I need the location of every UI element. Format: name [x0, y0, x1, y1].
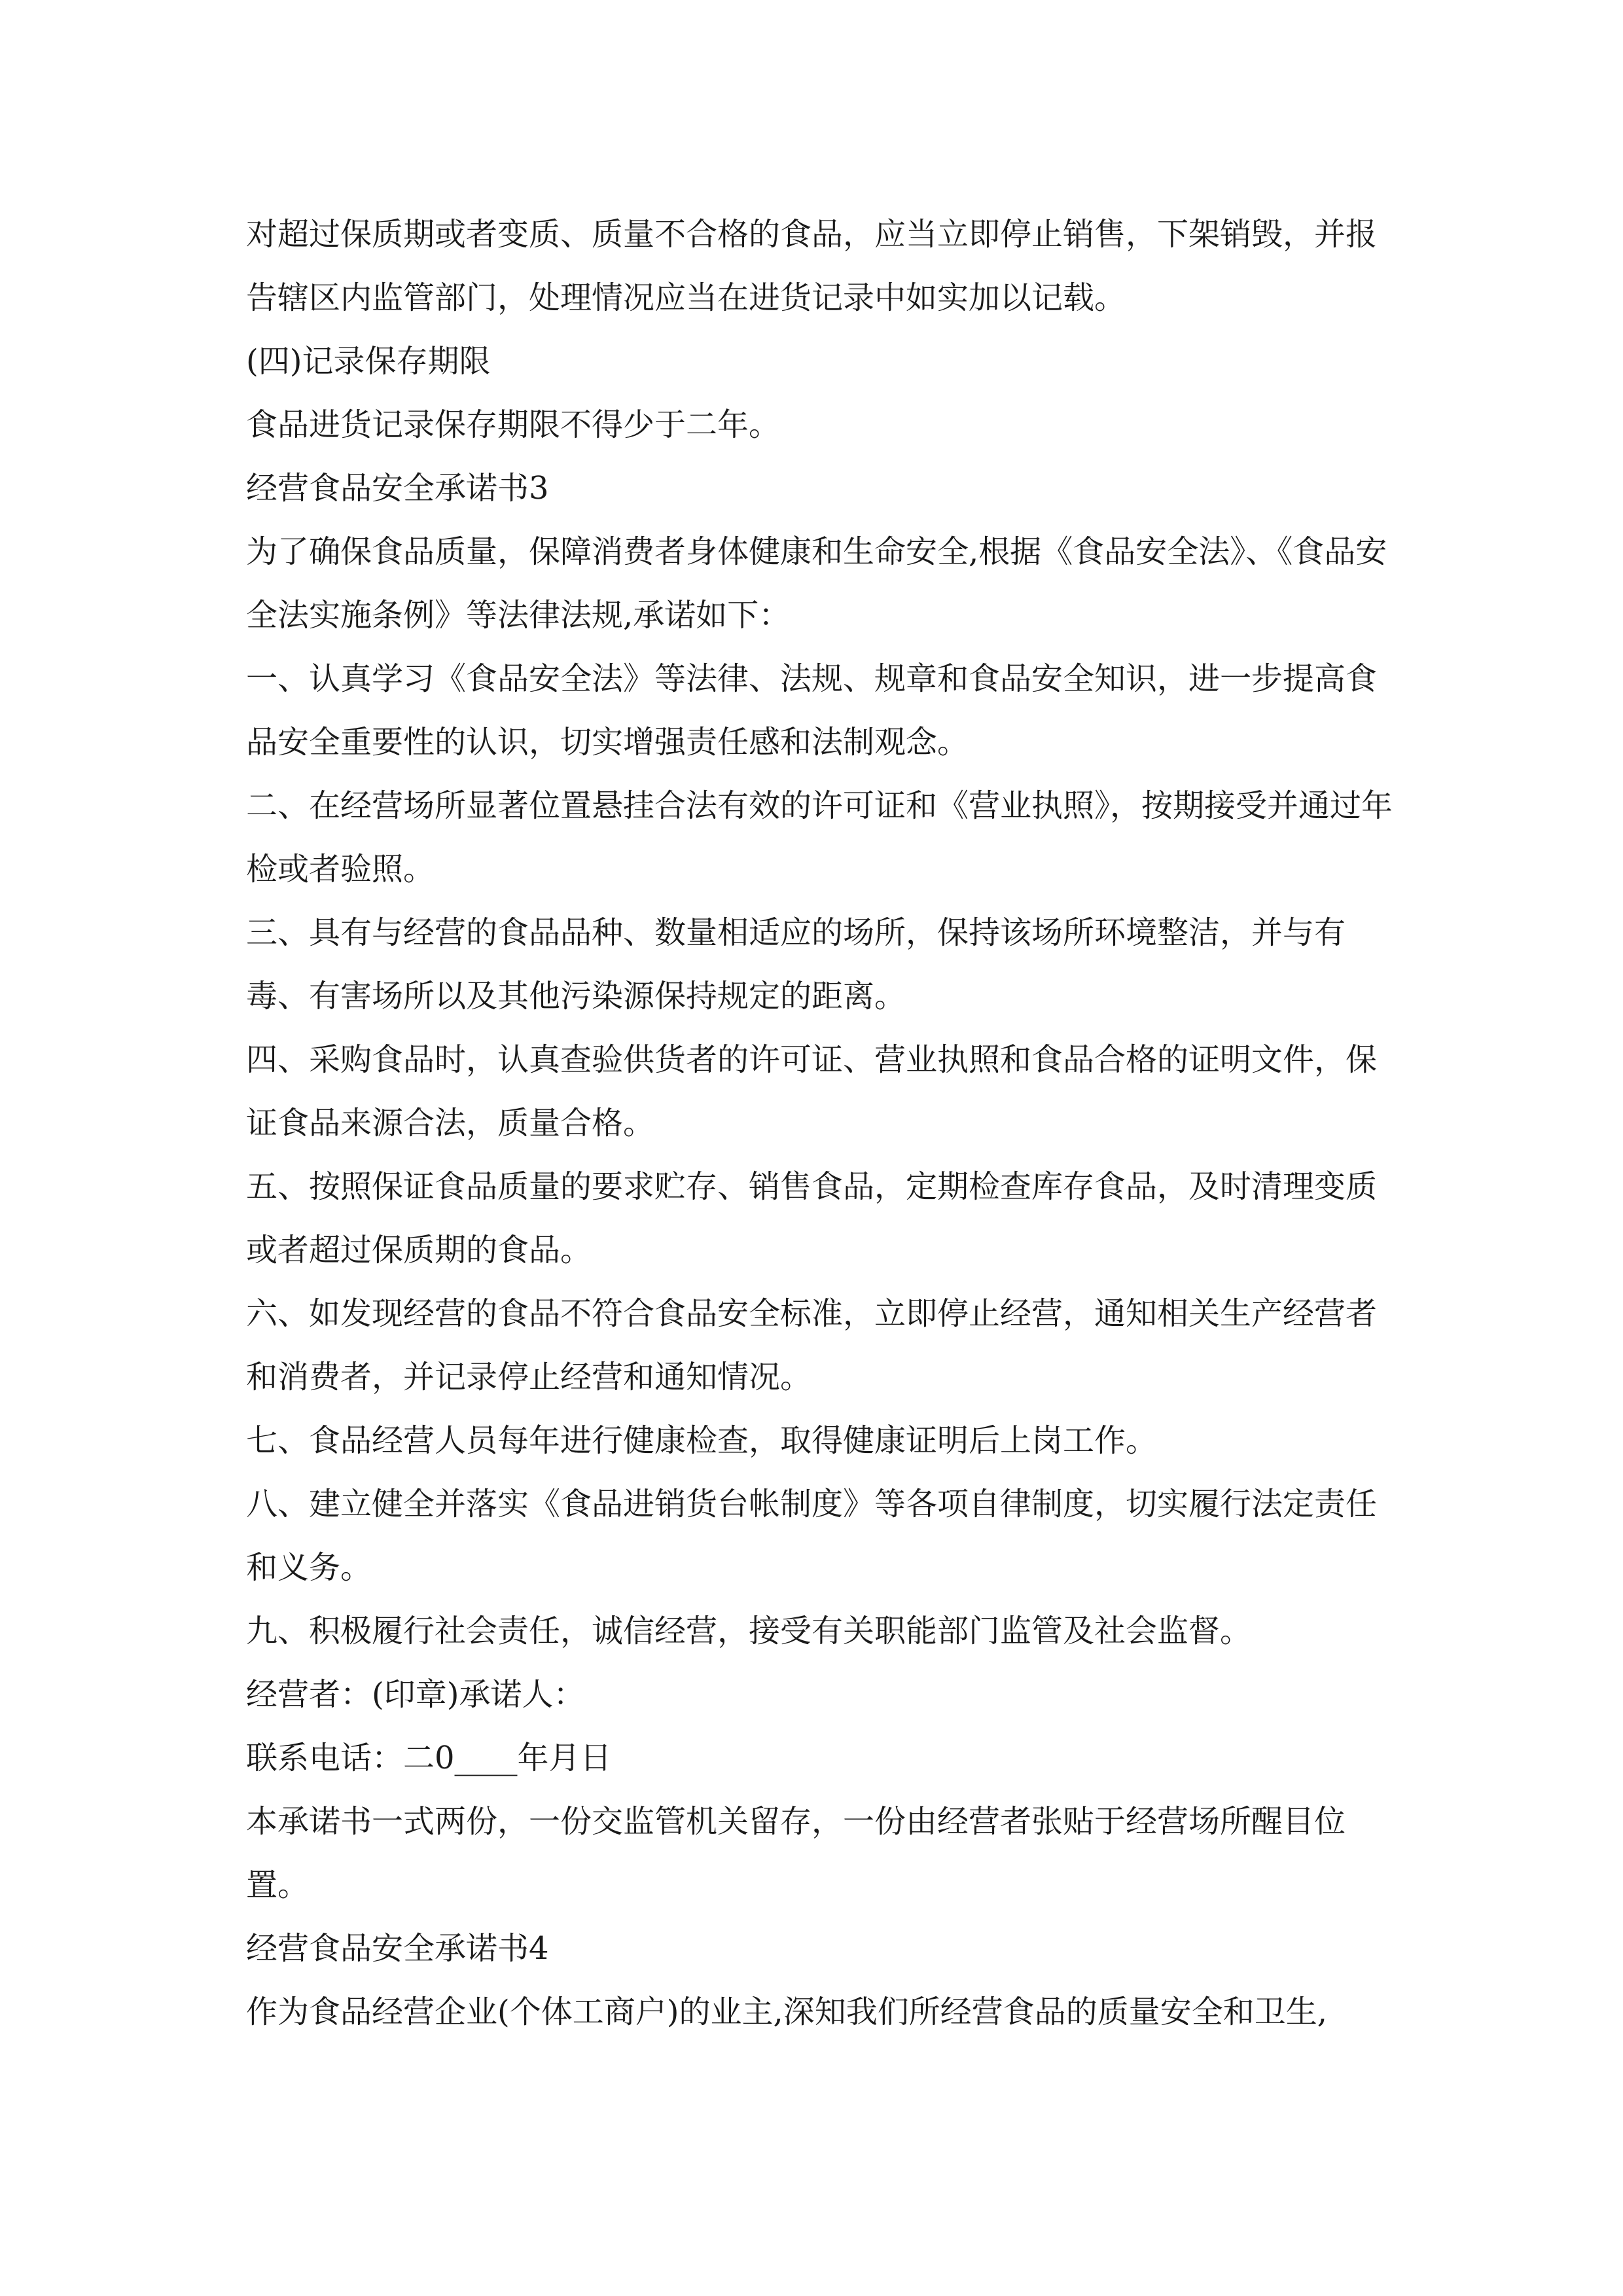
- commitment-item-3: 三、具有与经营的食品品种、数量相适应的场所，保持该场所环境整洁，并与有毒、有害场所以及其他污染源保持规定的距离。: [246, 914, 1346, 1014]
- section-heading-record-retention: (四)记录保存期限: [246, 343, 491, 380]
- commitment-item-5: 五、按照保证食品质量的要求贮存、销售食品，定期检查库存食品，及时清理变质或者超过保质期的食品。: [246, 1168, 1378, 1268]
- paragraph-expired-food-handling: 对超过保质期或者变质、质量不合格的食品，应当立即停止销售，下架销毁，并报告辖区内监管部门，处理情况应当在进货记录中如实加以记载。: [246, 216, 1378, 316]
- commitment-item-2: 二、在经营场所显著位置悬挂合法有效的许可证和《营业执照》，按期接受并通过年检或者验照。: [246, 787, 1393, 888]
- heading-commitment-3: 经营食品安全承诺书3: [246, 470, 549, 507]
- commitment-item-9: 九、积极履行社会责任，诚信经营，接受有关职能部门监管及社会监督。: [246, 1613, 1252, 1649]
- paragraph-copies-note: 本承诺书一式两份，一份交监管机关留存，一份由经营者张贴于经营场所醒目位置。: [246, 1803, 1346, 1903]
- paragraph-commitment-intro: 为了确保食品质量，保障消费者身体健康和生命安全,根据《食品安全法》、《食品安全法实施条例》等法律法规,承诺如下：: [246, 533, 1387, 634]
- signature-line: 经营者：(印章)承诺人：: [246, 1676, 585, 1713]
- commitment-item-6: 六、如发现经营的食品不符合食品安全标准，立即停止经营，通知相关生产经营者和消费者，并记录停止经营和通知情况。: [246, 1295, 1378, 1395]
- heading-commitment-4: 经营食品安全承诺书4: [246, 1930, 549, 1967]
- commitment-item-7: 七、食品经营人员每年进行健康检查，取得健康证明后上岗工作。: [246, 1422, 1158, 1459]
- commitment-item-4: 四、采购食品时，认真查验供货者的许可证、营业执照和食品合格的证明文件，保证食品来源合法，质量合格。: [246, 1041, 1378, 1141]
- paragraph-commitment-4-intro: 作为食品经营企业(个体工商户)的业主,深知我们所经营食品的质量安全和卫生,: [246, 1994, 1327, 2030]
- commitment-item-8: 八、建立健全并落实《食品进销货台帐制度》等各项自律制度，切实履行法定责任和义务。: [246, 1486, 1378, 1586]
- contact-date-line: 联系电话：二0____年月日: [246, 1740, 612, 1776]
- document-body: [246, 203, 1398, 2044]
- commitment-item-1: 一、认真学习《食品安全法》等法律、法规、规章和食品安全知识，进一步提高食品安全重要性的认识，切实增强责任感和法制观念。: [246, 660, 1378, 761]
- paragraph-retention-period: 食品进货记录保存期限不得少于二年。: [246, 406, 781, 443]
